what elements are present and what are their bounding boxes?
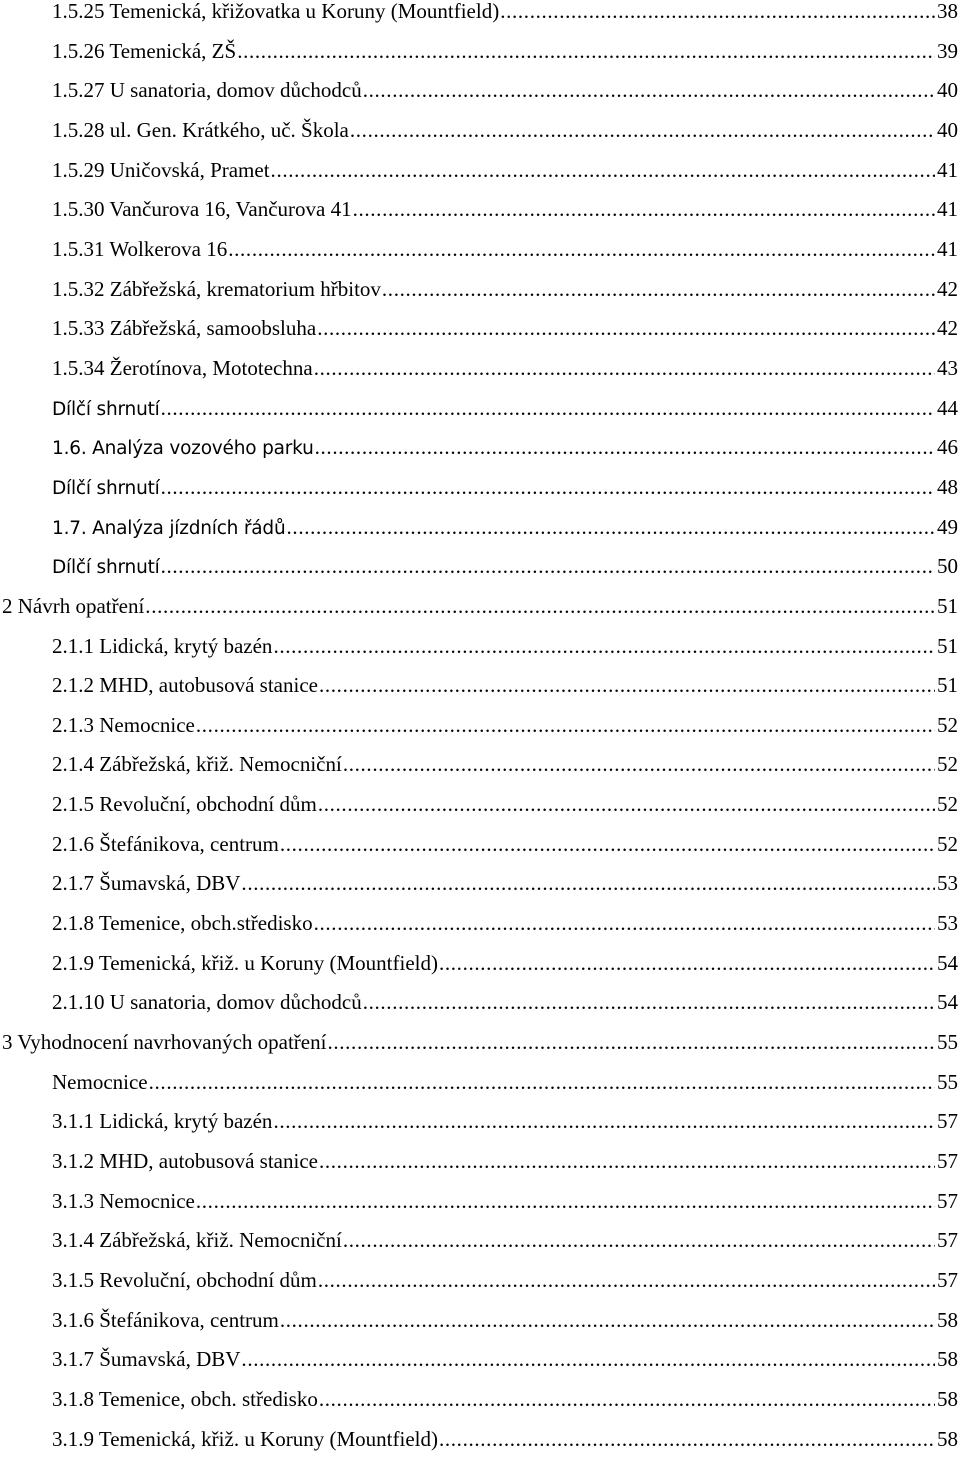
toc-page-number: 41 (937, 197, 958, 222)
toc-page-number: 54 (937, 950, 958, 975)
toc-entry[interactable] (0, 745, 958, 785)
toc-page-number: 55 (937, 1030, 958, 1055)
toc-entry[interactable] (0, 309, 958, 349)
toc-entry-title: 2.1.8 Temenice, obch.středisko (52, 911, 313, 936)
toc-entry[interactable] (0, 151, 958, 191)
toc-entry-title: 1.5.31 Wolkerova 16 (52, 236, 228, 261)
toc-dot-leader (319, 1142, 935, 1182)
toc-page-number: 58 (937, 1386, 958, 1411)
toc-entry[interactable] (0, 1102, 958, 1142)
toc-entry-title: 1.5.25 Temenická, křižovatka u Koruny (Mountfield) (52, 0, 500, 23)
toc-dot-leader (500, 0, 935, 32)
toc-entry-title: 3.1.1 Lidická, krytý bazén (52, 1109, 273, 1134)
toc-page-number: 53 (937, 911, 958, 936)
toc-entry-title: 3.1.3 Nemocnice (52, 1188, 195, 1213)
toc-entry-title: 3.1.7 Šumavská, DBV (52, 1347, 241, 1372)
toc-page-number: 40 (937, 78, 958, 103)
toc-entry[interactable] (0, 1301, 958, 1341)
toc-page-number: 57 (937, 1228, 958, 1253)
toc-entry-title: 3.1.8 Temenice, obch. středisko (52, 1386, 318, 1411)
toc-dot-leader (363, 983, 935, 1023)
toc-dot-leader (314, 904, 935, 944)
toc-entry[interactable] (0, 864, 958, 904)
toc-dot-leader (149, 1063, 935, 1103)
toc-entry-title: 2.1.5 Revoluční, obchodní dům (52, 792, 317, 817)
toc-entry[interactable] (0, 1221, 958, 1261)
toc-entry[interactable] (0, 1063, 958, 1103)
toc-page-number: 39 (937, 38, 958, 63)
toc-entry[interactable] (0, 270, 958, 310)
toc-dot-leader (319, 666, 935, 706)
toc-entry[interactable] (0, 111, 958, 151)
toc-dot-leader (353, 190, 935, 230)
toc-entry-title: 2.1.2 MHD, autobusová stanice (52, 673, 318, 698)
toc-page-number: 57 (937, 1149, 958, 1174)
toc-entry-title: 1.5.34 Žerotínova, Mototechna (52, 355, 313, 380)
toc-entry-title: 1.5.28 ul. Gen. Krátkého, uč. Škola (52, 117, 349, 142)
toc-dot-leader (280, 1301, 935, 1341)
toc-dot-leader (161, 468, 935, 508)
toc-dot-leader (318, 1261, 935, 1301)
toc-dot-leader (237, 32, 935, 72)
toc-page-number: 43 (937, 355, 958, 380)
toc-page-number: 40 (937, 117, 958, 142)
toc-entry[interactable] (0, 627, 958, 667)
toc-dot-leader (439, 1420, 935, 1459)
toc-entry-title: 1.5.33 Zábřežská, samoobsluha (52, 316, 317, 341)
toc-dot-leader (317, 309, 935, 349)
toc-entry-title: 3.1.5 Revoluční, obchodní dům (52, 1268, 317, 1292)
toc-page-number: 52 (937, 792, 958, 817)
toc-dot-leader (273, 627, 935, 667)
toc-entry[interactable] (0, 1142, 958, 1182)
toc-page-number: 57 (937, 1268, 958, 1292)
toc-entry-title: 1.5.27 U sanatoria, domov důchodců (52, 78, 362, 103)
toc-entry-title: 1.5.29 Uničovská, Pramet (52, 157, 270, 182)
toc-entry-title: 1.7. Analýza jízdních řádů (52, 517, 286, 539)
toc-entry[interactable] (0, 587, 958, 627)
toc-entry[interactable] (0, 825, 958, 865)
toc-page-number: 51 (937, 673, 958, 698)
toc-page-number: 55 (937, 1069, 958, 1094)
toc-dot-leader (145, 587, 935, 627)
toc-dot-leader (315, 428, 935, 468)
toc-entry[interactable] (0, 944, 958, 984)
toc-dot-leader (196, 1182, 935, 1222)
toc-entry[interactable] (0, 0, 958, 32)
toc-entry[interactable] (0, 706, 958, 746)
toc-entry-title: 1.5.26 Temenická, ZŠ (52, 38, 237, 63)
toc-page-number: 44 (937, 395, 958, 420)
toc-entry[interactable] (0, 389, 958, 429)
toc-page-number: 52 (937, 712, 958, 737)
toc-entry-title: 3.1.2 MHD, autobusová stanice (52, 1149, 318, 1174)
toc-dot-leader (327, 1023, 935, 1063)
toc-entry[interactable] (0, 508, 958, 548)
toc-entry-title: 1.5.32 Zábřežská, krematorium hřbitov (52, 276, 381, 301)
toc-entry-title: 2 Návrh opatření (2, 593, 145, 618)
toc-entry[interactable] (0, 428, 958, 468)
toc-dot-leader (350, 111, 935, 151)
toc-page-number: 51 (937, 633, 958, 658)
toc-dot-leader (382, 270, 935, 310)
toc-page-number: 41 (937, 157, 958, 182)
toc-dot-leader (314, 349, 935, 389)
toc-page-number: 57 (937, 1109, 958, 1134)
toc-entry[interactable] (0, 468, 958, 508)
toc-page-number: 49 (937, 514, 958, 539)
toc-dot-leader (273, 1102, 935, 1142)
toc-entry[interactable] (0, 1261, 958, 1301)
toc-entry-title: 1.6. Analýza vozového parku (52, 438, 314, 460)
toc-entry-title: 1.5.30 Vančurova 16, Vančurova 41 (52, 197, 352, 222)
toc-entry[interactable] (0, 1023, 958, 1063)
toc-page-number: 58 (937, 1307, 958, 1332)
toc-entry[interactable] (0, 1182, 958, 1222)
toc-page-number: 52 (937, 752, 958, 777)
toc-page-number: 41 (937, 236, 958, 261)
toc-page-number: 48 (937, 474, 958, 499)
toc-entry[interactable] (0, 983, 958, 1023)
toc-dot-leader (241, 864, 935, 904)
toc-entry-title: 2.1.1 Lidická, krytý bazén (52, 633, 273, 658)
toc-entry-title: Dílčí shrnutí (52, 557, 160, 579)
toc-entry[interactable] (0, 785, 958, 825)
toc-entry-title: 3.1.9 Temenická, křiž. u Koruny (Mountfield) (52, 1426, 438, 1451)
toc-page-number: 50 (937, 554, 958, 579)
toc-dot-leader (161, 389, 935, 429)
toc-entry-title: 3.1.6 Štefánikova, centrum (52, 1307, 279, 1332)
toc-dot-leader (280, 825, 935, 865)
toc-entry-title: 2.1.9 Temenická, křiž. u Koruny (Mountfield) (52, 950, 438, 975)
toc-page-number: 42 (937, 276, 958, 301)
toc-page-number: 54 (937, 990, 958, 1015)
toc-dot-leader (241, 1340, 935, 1380)
toc-entry-title: Dílčí shrnutí (52, 477, 160, 499)
toc-entry[interactable] (0, 349, 958, 389)
toc-dot-leader (196, 706, 935, 746)
toc-dot-leader (439, 944, 935, 984)
toc-dot-leader (363, 71, 935, 111)
toc-dot-leader (343, 745, 935, 785)
toc-entry-title: 2.1.7 Šumavská, DBV (52, 871, 241, 896)
toc-entry[interactable] (0, 230, 958, 270)
toc-page-number: 57 (937, 1188, 958, 1213)
toc-entry-title: 2.1.4 Zábřežská, křiž. Nemocniční (52, 752, 342, 777)
toc-entry[interactable] (0, 1380, 958, 1420)
toc-dot-leader (318, 785, 935, 825)
toc-dot-leader (161, 547, 935, 587)
toc-entry[interactable] (0, 547, 958, 587)
toc-dot-leader (343, 1221, 935, 1261)
toc-page-number: 42 (937, 316, 958, 341)
toc-entry[interactable] (0, 904, 958, 944)
toc-entry[interactable] (0, 666, 958, 706)
toc-page-number: 58 (937, 1347, 958, 1372)
toc-entry[interactable] (0, 190, 958, 230)
toc-dot-leader (319, 1380, 935, 1420)
toc-entry[interactable] (0, 1420, 958, 1459)
toc-page-number: 52 (937, 831, 958, 856)
toc-entry-title: 2.1.10 U sanatoria, domov důchodců (52, 990, 362, 1015)
toc-entry-title: 2.1.3 Nemocnice (52, 712, 195, 737)
toc-entry-title: Dílčí shrnutí (52, 398, 160, 420)
toc-entry-title: 3.1.4 Zábřežská, křiž. Nemocniční (52, 1228, 342, 1253)
toc-page-number: 46 (937, 435, 958, 460)
toc-dot-leader (271, 151, 935, 191)
toc-page-number: 58 (937, 1426, 958, 1451)
toc-page-number: 53 (937, 871, 958, 896)
toc-dot-leader (228, 230, 935, 270)
toc-entry[interactable] (0, 32, 958, 72)
toc-page-number: 51 (937, 593, 958, 618)
toc-entry[interactable] (0, 71, 958, 111)
toc-entry-title: 3 Vyhodnocení navrhovaných opatření (2, 1030, 327, 1055)
toc-page-number: 38 (937, 0, 958, 23)
toc-entry-title: 2.1.6 Štefánikova, centrum (52, 831, 279, 856)
toc-dot-leader (287, 508, 935, 548)
toc-entry-title: Nemocnice (52, 1069, 148, 1094)
toc-entry[interactable] (0, 1340, 958, 1380)
